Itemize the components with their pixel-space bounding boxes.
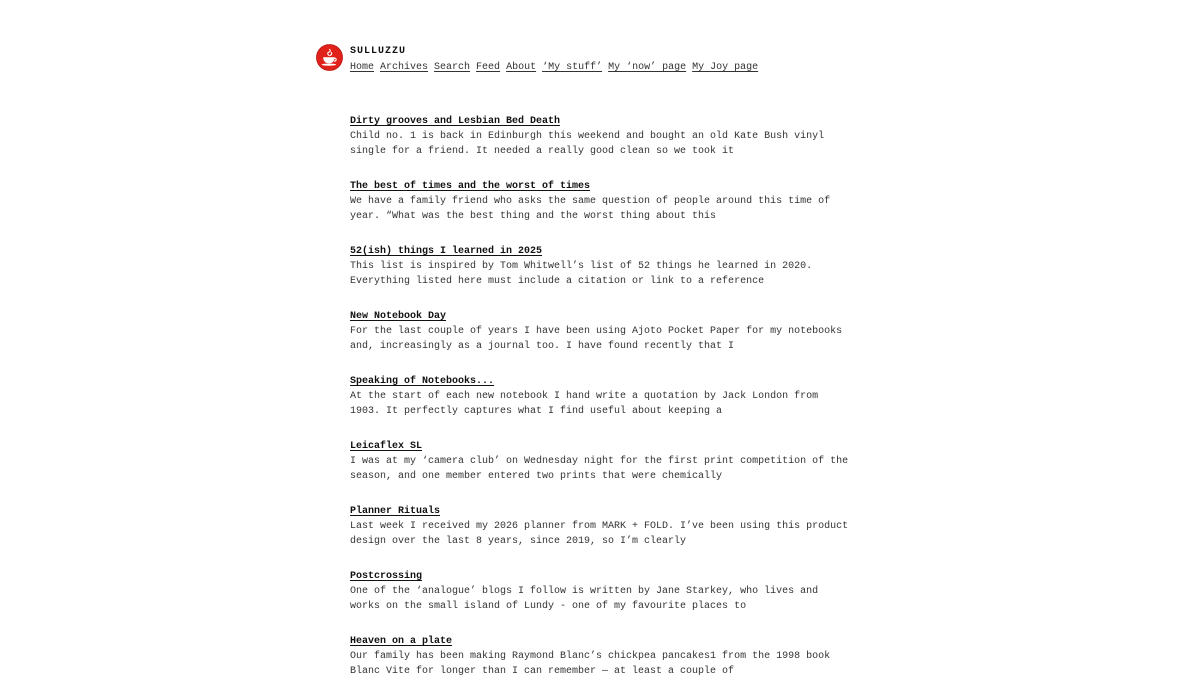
post-title xyxy=(350,634,850,649)
post-title-link[interactable]: Dirty grooves and Lesbian Bed Death xyxy=(350,116,561,127)
post-item xyxy=(350,439,850,484)
main-nav xyxy=(350,60,758,75)
post-title-link[interactable]: Leicaflex SL xyxy=(350,441,423,452)
post-title xyxy=(350,244,850,259)
post-title xyxy=(350,114,850,129)
nav-link-home[interactable]: Home xyxy=(350,62,375,73)
post-title-link[interactable]: The best of times and the worst of times xyxy=(350,181,591,192)
nav-link-feed[interactable]: Feed xyxy=(476,62,501,73)
nav-link-now-page[interactable]: My ‘now’ page xyxy=(608,62,687,73)
nav-link-my-stuff[interactable]: ‘My stuff’ xyxy=(542,62,603,73)
post-title xyxy=(350,309,850,324)
coffee-cup-icon[interactable] xyxy=(316,44,343,71)
post-title-link[interactable]: 52(ish) things I learned in 2025 xyxy=(350,246,543,257)
post-excerpt: Child no. 1 is back in Edinburgh this weekend and bought an old Kate Bush vinyl single for a friend. It needed a really good clean so we took it xyxy=(350,131,825,157)
post-title-link[interactable]: Heaven on a plate xyxy=(350,636,453,647)
post-excerpt: This list is inspired by Tom Whitwell’s list of 52 things he learned in 2020. Everything listed here must include a citation or link to a reference xyxy=(350,261,813,287)
post-title xyxy=(350,439,850,454)
nav-link-joy-page[interactable]: My Joy page xyxy=(692,62,759,73)
post-title xyxy=(350,504,850,519)
site-header xyxy=(316,44,758,75)
post-excerpt: We have a family friend who asks the same question of people around this time of year. “What was the best thing and the worst thing about this xyxy=(350,196,831,222)
nav-link-about[interactable]: About xyxy=(506,62,537,73)
post-title xyxy=(350,179,850,194)
post-item xyxy=(350,569,850,614)
post-item xyxy=(350,374,850,419)
post-list xyxy=(350,114,850,675)
post-excerpt: I was at my ‘camera club’ on Wednesday night for the first print competition of the season, and one member entered two prints that were chemically xyxy=(350,456,849,482)
post-item xyxy=(350,634,850,675)
post-title-link[interactable]: New Notebook Day xyxy=(350,311,447,322)
post-item xyxy=(350,179,850,224)
post-title-link[interactable]: Speaking of Notebooks... xyxy=(350,376,495,387)
brand xyxy=(350,44,758,75)
post-item xyxy=(350,504,850,549)
post-excerpt: Our family has been making Raymond Blanc’s chickpea pancakes1 from the 1998 book Blanc Vite for longer than I can remember — at least a couple of xyxy=(350,651,831,675)
post-item xyxy=(350,114,850,159)
post-item xyxy=(350,244,850,289)
post-title-link[interactable]: Postcrossing xyxy=(350,571,423,582)
post-item xyxy=(350,309,850,354)
post-excerpt: One of the ‘analogue’ blogs I follow is written by Jane Starkey, who lives and works on the small island of Lundy - one of my favourite places to xyxy=(350,586,819,612)
post-excerpt: For the last couple of years I have been using Ajoto Pocket Paper for my notebooks and, increasingly as a journal too. I have found recently that I xyxy=(350,326,843,352)
post-title-link[interactable]: Planner Rituals xyxy=(350,506,441,517)
nav-link-search[interactable]: Search xyxy=(434,62,471,73)
nav-link-archives[interactable]: Archives xyxy=(380,62,429,73)
post-excerpt: Last week I received my 2026 planner from MARK + FOLD. I’ve been using this product design over the last 8 years, since 2019, so I’m clearly xyxy=(350,521,849,547)
site-title[interactable]: SULLUZZU xyxy=(350,46,407,57)
post-title xyxy=(350,569,850,584)
post-title xyxy=(350,374,850,389)
post-excerpt: At the start of each new notebook I hand write a quotation by Jack London from 1903. It perfectly captures what I find useful about keeping a xyxy=(350,391,819,417)
